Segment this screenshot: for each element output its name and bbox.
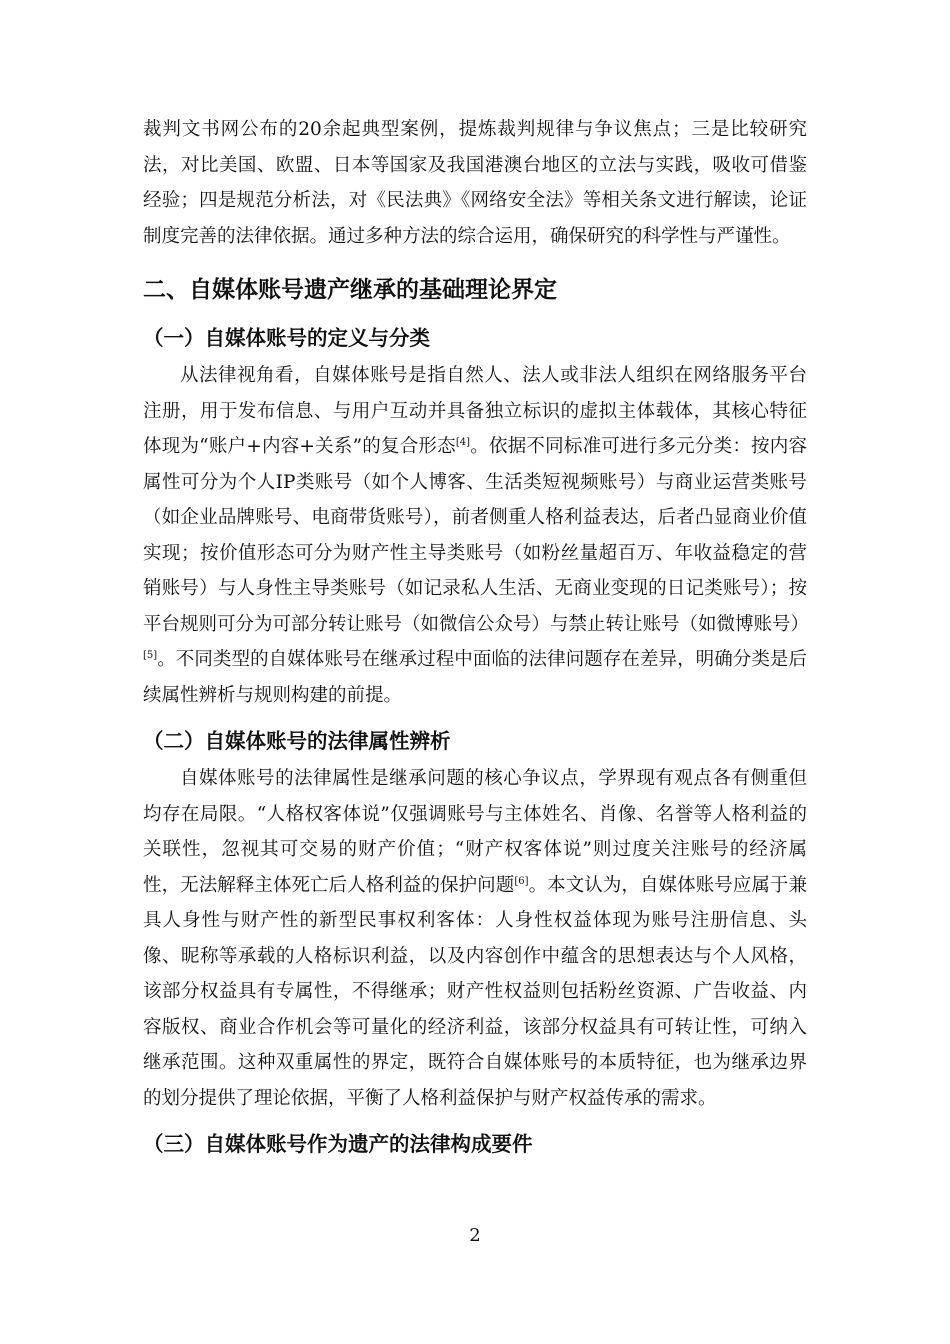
attributes-paragraph [143,761,807,1116]
subsection-heading-attributes: （二）自媒体账号的法律属性辨析 [143,729,451,753]
intro-paragraph: 裁判文书网公布的20余起典型案例，提炼裁判规律与争议焦点；三是比较研究法，对比美国、欧盟、日本等国家及我国港澳台地区的立法与实践，吸收可借鉴经验；四是规范分析法，对《民法典》《网络安全法》等相关条文进行解读，论证制度完善的法律依据。通过多种方法的综合运用，确保研究的科学性与严谨性。 [143,119,807,247]
definition-text-2: 。依据不同标准可进行多元分类：按内容属性可分为个人IP类账号（如个人博客、生活类短视频账号）与商业运营类账号（如企业品牌账号、电商带货账号），前者侧重人格利益表达，后者凸显商业价值实现；按价值形态可分为财产性主导类账号（如粉丝量超百万、年收益稳定的营销账号）与人身性主导类账号（如记录私人生活、无商业变现的日记类账号）；按平台规则可分为可部分转让账号（如微信公众号）与禁止转让账号（如微博账号） [143,436,810,635]
attributes-text-1: 自媒体账号的法律属性是继承问题的核心争议点，学界现有观点各有侧重但均存在局限。“人格权客体说”仅强调账号与主体姓名、肖像、名誉等人格利益的关联性，忽视其可交易的财产价值；“财产权客体说”则过度关注账号的经济属性，无法解释主体死亡后人格利益的保护问题 [143,768,807,896]
subsection-heading-elements: （三）自媒体账号作为遗产的法律构成要件 [143,1132,533,1156]
definition-text-3: 。不同类型的自媒体账号在继承过程中面临的法律问题存在差异，明确分类是后续属性辨析与规则构建的前提。 [143,649,807,706]
page-number: 2 [469,1225,481,1246]
page-content [143,112,810,1164]
definition-text-1: 从法律视角看，自媒体账号是指自然人、法人或非法人组织在网络服务平台注册，用于发布信息、与用户互动并具备独立标识的虚拟主体载体，其核心特征体现为“账户+内容+关系”的复合形态 [143,365,807,457]
citation-4: [4] [455,436,471,448]
citation-6: [6] [514,875,529,887]
definition-paragraph [143,358,810,713]
section-heading: 二、自媒体账号遗产继承的基础理论界定 [143,277,557,303]
subsection-heading-definition: （一）自媒体账号的定义与分类 [143,326,430,350]
attributes-text-2: 。本文认为，自媒体账号应属于兼具人身性与财产性的新型民事权利客体：人身性权益体现为账号注册信息、头像、昵称等承载的人格标识利益，以及内容创作中蕴含的思想表达与个人风格，该部分权益具有专属性，不得继承；财产性权益则包括粉丝资源、广告收益、内容版权、商业合作机会等可量化的经济利益，该部分权益具有可转让性，可纳入继承范围。这种双重属性的界定，既符合自媒体账号的本质特征，也为继承边界的划分提供了理论依据，平衡了人格利益保护与财产权益传承的需求。 [143,874,807,1109]
citation-5: [5] [143,649,158,661]
